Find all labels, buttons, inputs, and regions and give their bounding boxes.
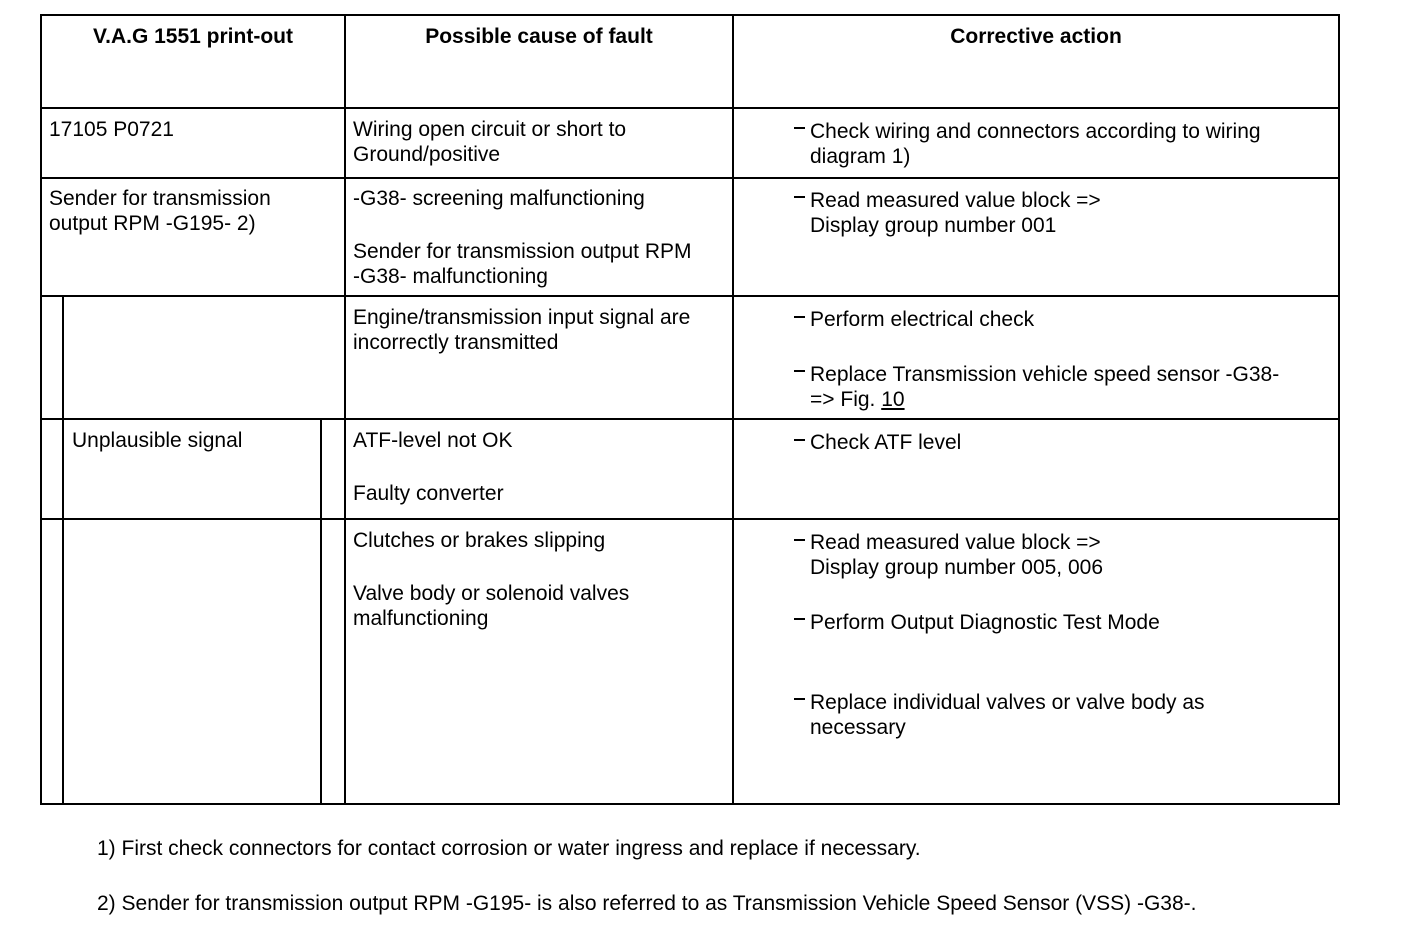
cause-text: Faulty converter bbox=[353, 482, 504, 505]
action-text: Perform Output Diagnostic Test Mode bbox=[810, 611, 1160, 634]
action-text: necessary bbox=[810, 716, 906, 739]
action-text: Replace individual valves or valve body as bbox=[810, 691, 1205, 714]
cause-text: Sender for transmission output RPM bbox=[353, 240, 692, 263]
table-border-top bbox=[40, 14, 1340, 16]
bullet-dash bbox=[794, 370, 805, 372]
cause-text: -G38- screening malfunctioning bbox=[353, 187, 645, 210]
header-possible-cause: Possible cause of fault bbox=[425, 25, 653, 48]
fault-code: 17105 P0721 bbox=[49, 118, 174, 141]
nested-indent-line bbox=[320, 418, 322, 805]
action-text: Replace Transmission vehicle speed sensor -G38- bbox=[810, 363, 1280, 386]
action-text: Perform electrical check bbox=[810, 308, 1035, 331]
row-divider bbox=[40, 177, 1340, 179]
bullet-dash bbox=[794, 316, 805, 318]
action-text bbox=[810, 387, 905, 412]
cause-text: Wiring open circuit or short to bbox=[353, 118, 627, 141]
header-corrective-action: Corrective action bbox=[950, 25, 1122, 48]
component-name: Sender for transmission bbox=[49, 187, 271, 210]
bullet-dash bbox=[794, 698, 805, 700]
column-divider bbox=[344, 14, 346, 805]
action-text: Read measured value block => bbox=[810, 531, 1101, 554]
action-text-prefix: => Fig. bbox=[810, 388, 876, 411]
row-divider bbox=[40, 518, 1340, 520]
header-print-out: V.A.G 1551 print-out bbox=[93, 25, 293, 48]
cause-text: -G38- malfunctioning bbox=[353, 265, 548, 288]
cause-text: incorrectly transmitted bbox=[353, 331, 559, 354]
footnote-1: 1) First check connectors for contact corrosion or water ingress and replace if necessary. bbox=[97, 837, 921, 860]
action-text: Display group number 005, 006 bbox=[810, 556, 1104, 579]
row-divider bbox=[40, 295, 1340, 297]
action-text: diagram 1) bbox=[810, 145, 911, 168]
cause-text: Ground/positive bbox=[353, 143, 501, 166]
table-border-bottom bbox=[40, 803, 1340, 805]
figure-link[interactable]: 10 bbox=[881, 388, 905, 411]
table-border-right bbox=[1338, 14, 1340, 805]
column-divider bbox=[732, 14, 734, 805]
action-text: Display group number 001 bbox=[810, 214, 1057, 237]
cause-text: Clutches or brakes slipping bbox=[353, 529, 606, 552]
bullet-dash bbox=[794, 439, 805, 441]
action-text: Check wiring and connectors according to wiring bbox=[810, 120, 1261, 143]
cause-text: Valve body or solenoid valves bbox=[353, 582, 630, 605]
cause-text: malfunctioning bbox=[353, 607, 489, 630]
action-text: Check ATF level bbox=[810, 431, 962, 454]
table-border-left bbox=[40, 14, 42, 805]
bullet-dash bbox=[794, 618, 805, 620]
row-divider bbox=[40, 107, 1340, 109]
footnote-2: 2) Sender for transmission output RPM -G195- is also referred to as Transmission Vehicle Speed Sensor (VSS) -G38-. bbox=[97, 892, 1197, 915]
cause-text: ATF-level not OK bbox=[353, 429, 513, 452]
bullet-dash bbox=[794, 539, 805, 541]
nested-indent-line bbox=[62, 295, 64, 805]
action-text: Read measured value block => bbox=[810, 189, 1101, 212]
bullet-dash bbox=[794, 196, 805, 198]
cause-text: Engine/transmission input signal are bbox=[353, 306, 691, 329]
row-divider bbox=[40, 418, 1340, 420]
fault-type: Unplausible signal bbox=[72, 429, 243, 452]
bullet-dash bbox=[794, 127, 805, 129]
component-name: output RPM -G195- 2) bbox=[49, 212, 256, 235]
